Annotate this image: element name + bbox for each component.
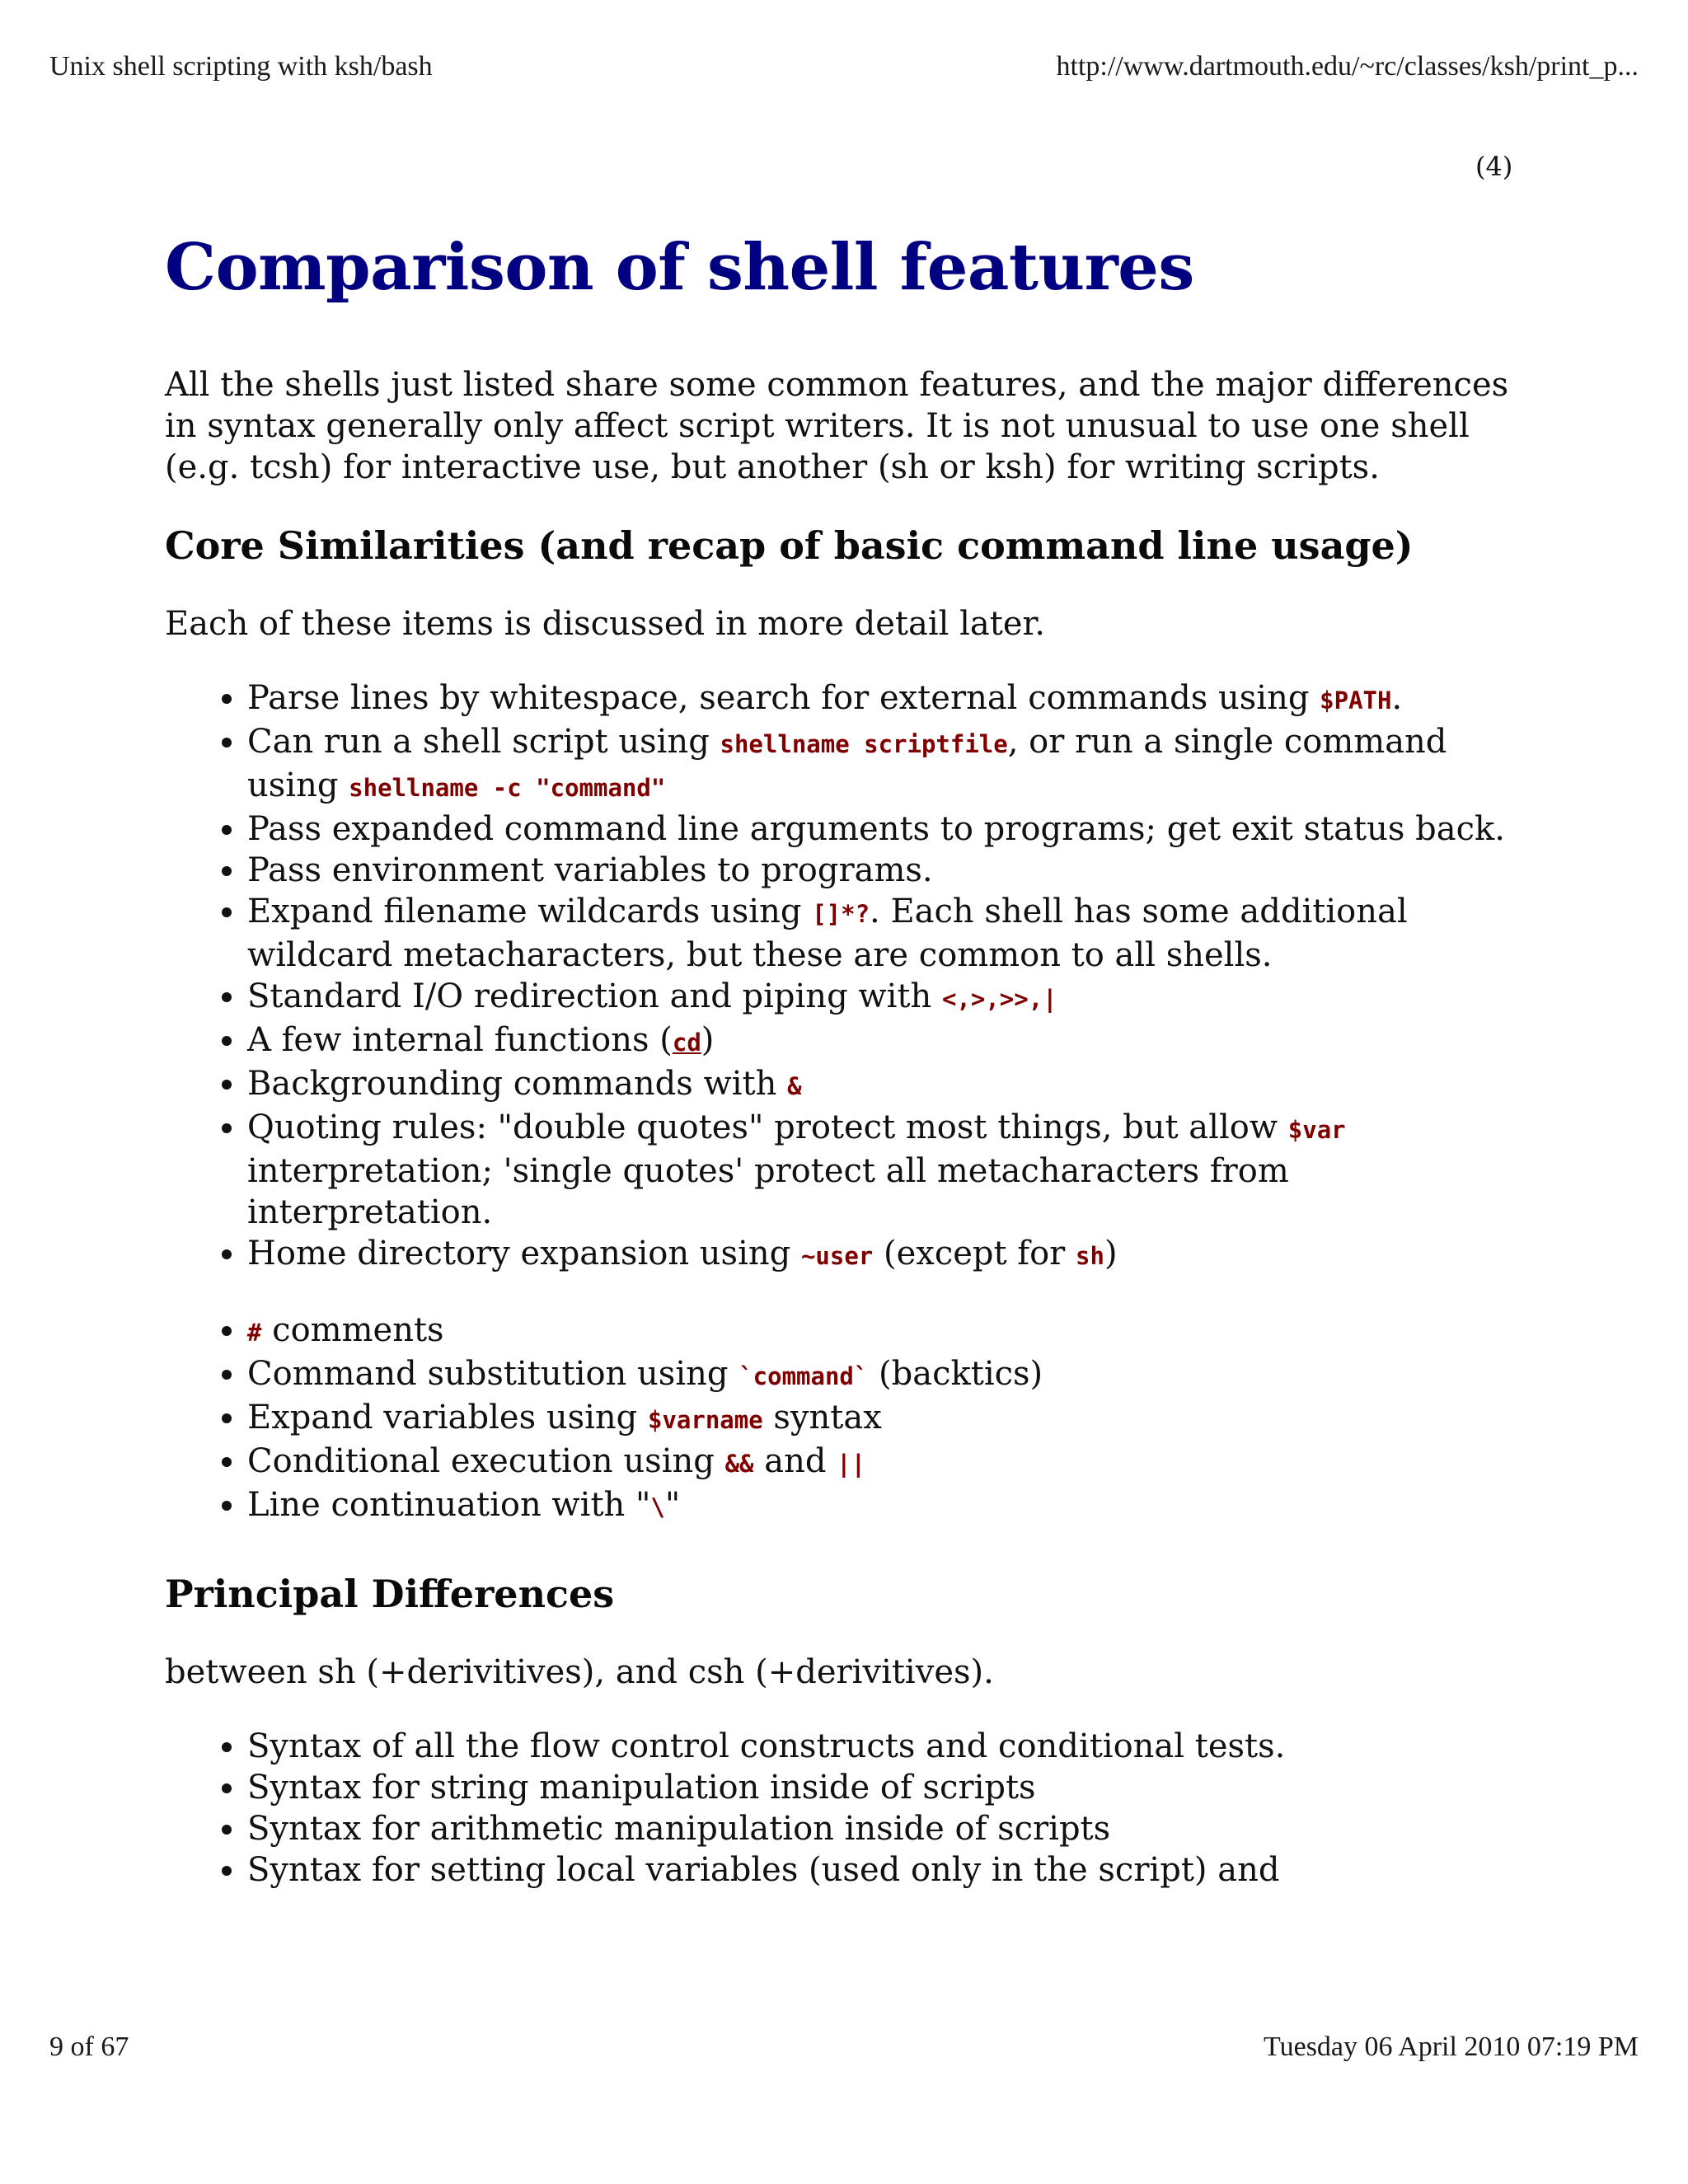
list-item: [247, 1019, 1533, 1063]
list-item: [247, 1063, 1533, 1107]
intro-paragraph: All the shells just listed share some common features, and the major differences in syntax generally only affect script writers. It is not unusual to use one shell (e.g. tcsh) for interactive use, but another (sh or ksh) for writing scripts.: [165, 366, 1509, 486]
item-text: .: [1391, 679, 1403, 717]
list-item: [247, 721, 1533, 808]
item-text: syntax: [762, 1399, 882, 1436]
item-text: comments: [261, 1311, 444, 1349]
code-snippet: []*?: [812, 900, 870, 928]
item-text: Command substitution using: [247, 1355, 739, 1393]
code-snippet: #: [247, 1319, 262, 1347]
item-text: ): [701, 1021, 715, 1059]
code-snippet: `command`: [738, 1362, 869, 1390]
list-item: [247, 1107, 1533, 1233]
list-item: [247, 1484, 1533, 1528]
item-text: Line continuation with ": [247, 1486, 651, 1524]
main-content: [165, 223, 1533, 1891]
slide-number: (4): [1475, 151, 1513, 182]
similarities-list: [165, 677, 1533, 1277]
item-text: Quoting rules: "double quotes" protect most things, but allow: [247, 1108, 1288, 1146]
code-snippet: <,>,>>,|: [941, 985, 1057, 1013]
item-text: Expand variables using: [247, 1399, 648, 1436]
list-item: [247, 891, 1533, 976]
item-text: ": [664, 1486, 681, 1524]
list-item: • Syntax for arithmetic manipulation inside of scripts: [247, 1808, 1533, 1849]
item-text: Home directory expansion using: [247, 1235, 801, 1272]
list-item: [247, 850, 1533, 891]
item-text: Conditional execution using: [247, 1442, 725, 1480]
code-snippet: &&: [724, 1450, 754, 1478]
item-text: Pass environment variables to programs.: [247, 851, 933, 889]
item-text: Can run a shell script using: [247, 723, 720, 761]
item-text: Parse lines by whitespace, search for external commands using: [247, 679, 1320, 717]
code-snippet: shellname -c "command": [349, 774, 666, 802]
print-footer-page-count: 9 of 67: [49, 2032, 129, 2062]
similarities-list-continued: [165, 1310, 1533, 1528]
list-item: [247, 1233, 1533, 1277]
item-text: (backtics): [868, 1355, 1043, 1393]
code-snippet: &: [787, 1072, 802, 1100]
section-lead-similarities: Each of these items is discussed in more detail later.: [165, 605, 1045, 643]
item-text: and: [753, 1442, 837, 1480]
list-item: [247, 1353, 1533, 1397]
list-item: [247, 1441, 1533, 1484]
item-text: , or run a single command using: [247, 723, 1447, 804]
list-item: [247, 677, 1533, 721]
item-text: (except for: [873, 1235, 1076, 1272]
differences-list: [165, 1726, 1533, 1891]
print-header-title: Unix shell scripting with ksh/bash: [49, 51, 433, 82]
cd-link[interactable]: cd: [672, 1029, 701, 1057]
code-snippet: $var: [1287, 1116, 1346, 1144]
section-heading-similarities: Core Similarities (and recap of basic command line usage): [165, 523, 1414, 568]
list-item: [247, 808, 1533, 850]
code-snippet: ||: [837, 1450, 866, 1478]
list-item: • Syntax for string manipulation inside of scripts: [247, 1767, 1533, 1808]
item-text: A few internal functions (: [247, 1021, 673, 1059]
code-snippet: \: [650, 1493, 665, 1521]
section-lead-differences: between sh (+derivitives), and csh (+derivitives).: [165, 1653, 994, 1691]
code-snippet: sh: [1076, 1242, 1104, 1270]
list-item: [247, 1397, 1533, 1441]
list-item: • Syntax of all the flow control constructs and conditional tests.: [247, 1726, 1533, 1767]
list-item: [247, 976, 1533, 1019]
code-snippet: ~user: [800, 1242, 874, 1270]
code-snippet: shellname scriptfile: [720, 730, 1008, 758]
section-heading-differences: Principal Differences: [165, 1572, 615, 1616]
print-footer-date: Tuesday 06 April 2010 07:19 PM: [1264, 2032, 1639, 2062]
item-text: Expand filename wildcards using: [247, 893, 813, 930]
page-title: Comparison of shell features: [165, 230, 1194, 305]
list-item: [247, 1310, 1533, 1353]
code-snippet: $varname: [647, 1406, 763, 1434]
code-snippet: $PATH: [1320, 687, 1392, 715]
print-header-url: http://www.dartmouth.edu/~rc/classes/ksh/print_p...: [1056, 51, 1639, 82]
item-text: ): [1104, 1235, 1118, 1272]
item-text: Backgrounding commands with: [247, 1065, 788, 1103]
item-text: Pass expanded command line arguments to programs; get exit status back.: [247, 810, 1505, 848]
item-text: . Each shell has some additional wildcard metacharacters, but these are common to all shells.: [247, 893, 1408, 974]
item-text: interpretation; 'single quotes' protect all metacharacters from interpretation.: [247, 1152, 1289, 1231]
list-item: • Syntax for setting local variables (used only in the script) and: [247, 1849, 1533, 1891]
item-text: Standard I/O redirection and piping with: [247, 977, 942, 1015]
